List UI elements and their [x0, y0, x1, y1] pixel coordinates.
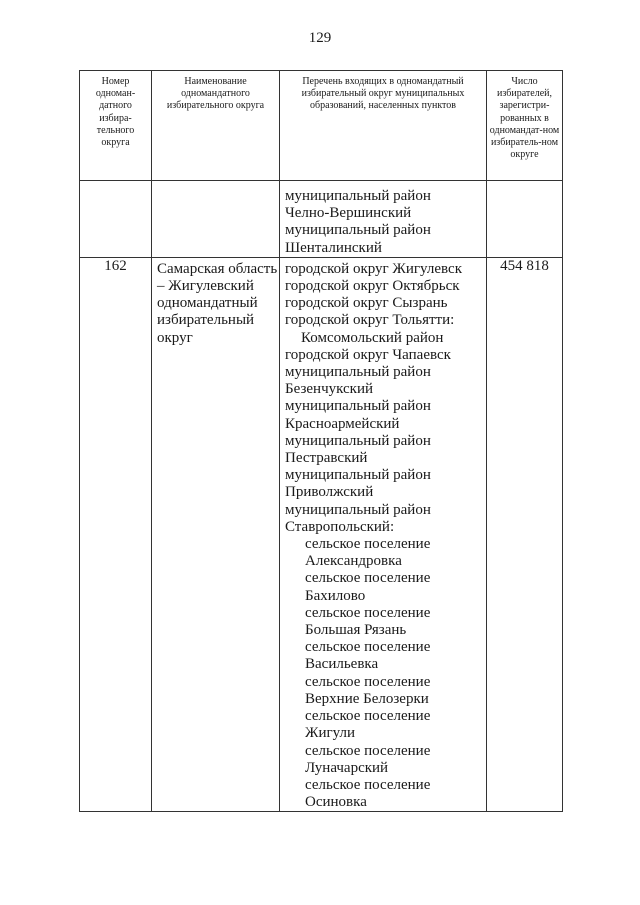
header-district-number: Номер одноман-датного избира-тельного округа	[80, 71, 152, 181]
table-row-continuation	[80, 181, 563, 258]
list-item: Жигули	[305, 725, 355, 742]
list-item: муниципальный район	[285, 364, 431, 381]
list-item: сельское поселение	[305, 570, 431, 587]
list-item: Осиновка	[305, 794, 367, 811]
list-item: сельское поселение	[305, 742, 431, 759]
district-municipalities-cell	[280, 257, 487, 812]
list-item: Ставропольский:	[285, 518, 395, 535]
district-name: Самарская область – Жигулевский одномандатный избирательный округ	[157, 260, 278, 346]
list-item: сельское поселение	[305, 604, 431, 621]
list-item: Васильевка	[305, 656, 379, 673]
list-item: Красноармейский	[285, 415, 400, 432]
list-item: муниципальный район	[285, 467, 431, 484]
list-item: Большая Рязань	[305, 622, 407, 639]
list-item: сельское поселение	[305, 673, 431, 690]
list-item: городской округ Жигулевск	[285, 260, 462, 277]
list-item: Верхние Белозерки	[305, 690, 429, 707]
list-item: городской округ Октябрьск	[285, 278, 460, 295]
header-municipalities: Перечень входящих в одномандатный избирательный округ муниципальных образований, населенных пунктов	[280, 71, 487, 181]
list-item: муниципальный район	[285, 501, 431, 518]
table-header-row	[80, 71, 563, 181]
list-item: Челно-Вершинский	[285, 205, 412, 222]
list-item: городской округ Сызрань	[285, 295, 448, 312]
electoral-districts-table	[79, 70, 563, 812]
cell-empty-number	[80, 181, 152, 258]
cell-empty-name	[152, 181, 280, 258]
list-item: муниципальный район	[285, 222, 431, 239]
list-item: городской округ Чапаевск	[285, 346, 451, 363]
list-item: сельское поселение	[305, 708, 431, 725]
list-item: Шенталинский	[285, 239, 382, 256]
header-voters-count: Число избирателей, зарегистри-рованных в одномандат-ном избиратель-ном округе	[487, 71, 563, 181]
list-item: муниципальный район	[285, 398, 431, 415]
header-district-name: Наименование одномандатного избирательного округа	[152, 71, 280, 181]
list-item: Безенчукский	[285, 381, 374, 398]
cell-continuation-municipalities	[280, 181, 487, 258]
district-number: 162	[80, 257, 152, 812]
table-row	[80, 257, 563, 812]
cell-empty-voters	[487, 181, 563, 258]
list-item: городской округ Тольятти:	[285, 312, 455, 329]
list-item: Бахилово	[305, 587, 366, 604]
list-item: сельское поселение	[305, 776, 431, 793]
district-name-cell	[152, 257, 280, 812]
list-item: Луначарский	[305, 759, 389, 776]
list-item: Приволжский	[285, 484, 374, 501]
page-number: 129	[308, 30, 332, 46]
list-item: муниципальный район	[285, 432, 431, 449]
list-item: сельское поселение	[305, 536, 431, 553]
list-item: муниципальный район	[285, 188, 431, 204]
list-item: сельское поселение	[305, 639, 431, 656]
voters-count: 454 818	[487, 257, 563, 812]
list-item: Пестравский	[285, 450, 368, 467]
list-item: Александровка	[305, 553, 402, 570]
list-item: Комсомольский район	[301, 329, 444, 346]
